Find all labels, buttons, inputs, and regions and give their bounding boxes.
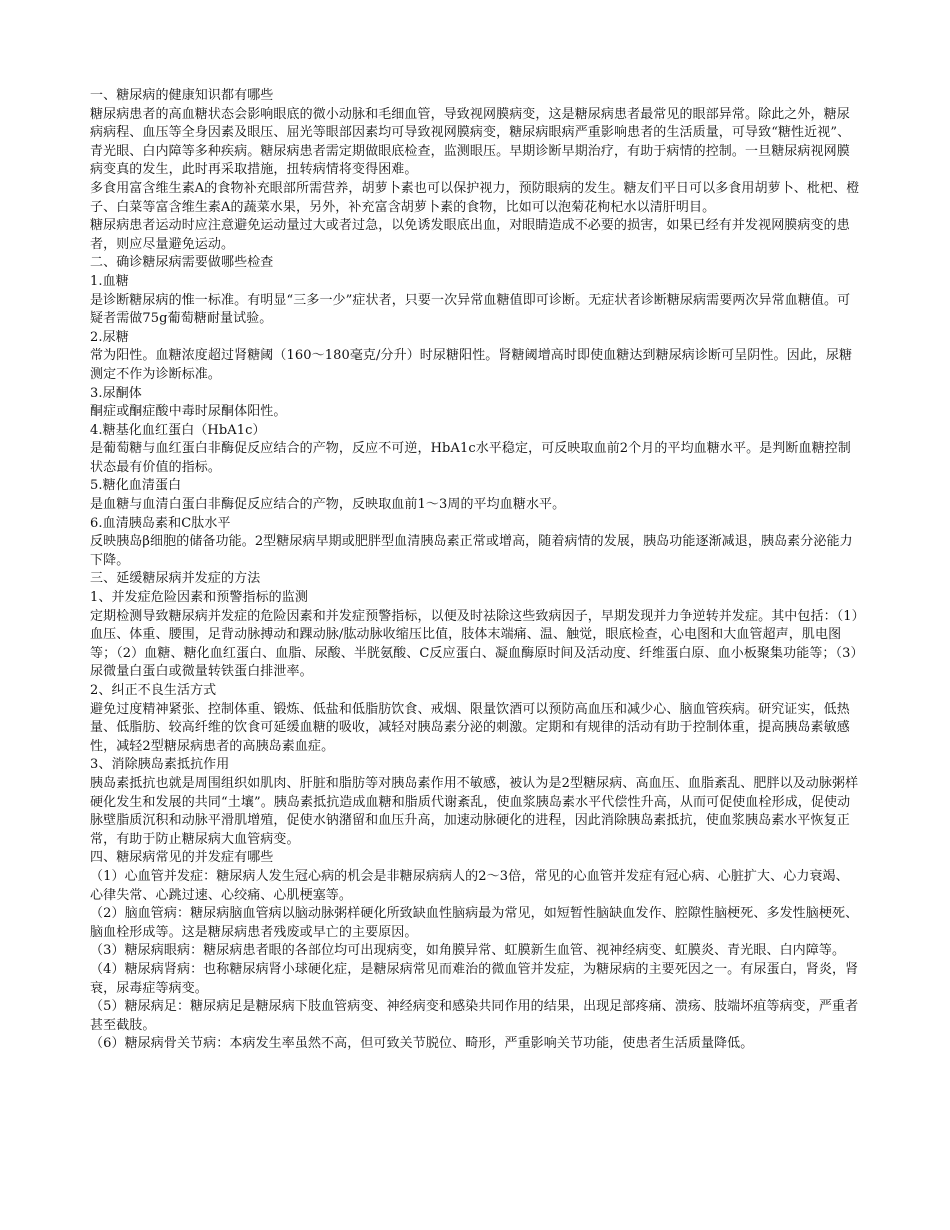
paragraph: 糖尿病患者的高血糖状态会影响眼底的微小动脉和毛细血管，导致视网膜病变，这是糖尿病患者最常见的眼部异常。除此之外，糖尿病病程、血压等全身因素及眼压、屈光等眼部因素均可导致视网膜病变，糖尿病眼病严重影响患者的生活质量，可导致“糖性近视”、青光眼、白内障等多种疾病。糖尿病患者需定期做眼底检查，监测眼压。早期诊断早期治疗，有助于病情的控制。一旦糖尿病视网膜病变真的发生，此时再采取措施，扭转病情将变得困难。 <box>90 106 851 178</box>
list-item: （5）糖尿病足：糖尿病足是糖尿病下肢血管病变、神经病变和感染共同作用的结果，出现足部疼痛、溃疡、肢端坏疽等病变，严重者甚至截肢。 <box>90 999 859 1033</box>
section-heading-1: 一、糖尿病的健康知识都有哪些 <box>90 88 274 103</box>
section-heading-3: 三、延缓糖尿病并发症的方法 <box>90 571 261 587</box>
subheading: 3.尿酮体 <box>90 385 142 401</box>
section-heading-4: 四、糖尿病常见的并发症有哪些 <box>90 850 274 866</box>
paragraph: 多食用富含维生素A的食物补充眼部所需营养，胡萝卜素也可以保护视力，预防眼病的发生。糖友们平日可以多食用胡萝卜、枇杷、橙子、白菜等富含维生素A的蔬菜水果，另外，补充富含胡萝卜素的食物，比如可以泡菊花枸杞水以清肝明目。 <box>90 180 860 215</box>
paragraph: 避免过度精神紧张、控制体重、锻炼、低盐和低脂肪饮食、戒烟、限量饮酒可以预防高血压和减少心、脑血管疾病。研究证实，低热量、低脂肪、较高纤维的饮食可延缓血糖的吸收，减轻对胰岛素分泌的刺激。定期和有规律的活动有助于控制体重，提高胰岛素敏感性，减轻2型糖尿病患者的高胰岛素血症。 <box>90 701 850 754</box>
subheading: 2.尿糖 <box>90 329 129 345</box>
list-item: （4）糖尿病肾病：也称糖尿病肾小球硬化症，是糖尿病常见而难治的微血管并发症，为糖尿病的主要死因之一。有尿蛋白，肾炎，肾衰，尿毒症等病变。 <box>90 961 859 996</box>
paragraph: 是血糖与血清白蛋白非酶促反应结合的产物，反映取血前1～3周的平均血糖水平。 <box>90 497 566 513</box>
paragraph: 定期检测导致糖尿病并发症的危险因素和并发症预警指标，以便及时祛除这些致病因子，早期发现并力争逆转并发症。其中包括：（1）血压、体重、腰围，足背动脉搏动和踝动脉/肱动脉收缩压比值，肢体末端痛、温、触觉，眼底检查，心电图和大血管超声，肌电图等；（2）血糖、糖化血红蛋白、血脂、尿酸、半胱氨酸、C反应蛋白、凝血酶原时间及活动度、纤维蛋白原、血小板聚集功能等；（3）尿微量白蛋白或微量转铁蛋白排泄率。 <box>90 608 859 680</box>
list-item: （1）心血管并发症：糖尿病人发生冠心病的机会是非糖尿病病人的2～3倍，常见的心血管并发症有冠心病、心脏扩大、心力衰竭、心律失常、心跳过速、心绞痛、心肌梗塞等。 <box>90 868 849 903</box>
subheading: 1.血糖 <box>90 273 129 289</box>
subheading: 3、消除胰岛素抵抗作用 <box>90 757 230 773</box>
section-heading-2: 二、确诊糖尿病需要做哪些检查 <box>90 255 274 271</box>
list-item: （2）脑血管病：糖尿病脑血管病以脑动脉粥样硬化所致缺血性脑病最为常见，如短暂性脑缺血发作、腔隙性脑梗死、多发性脑梗死、脑血栓形成等。这是糖尿病患者残废或早亡的主要原因。 <box>90 906 859 940</box>
list-item: （3）糖尿病眼病：糖尿病患者眼的各部位均可出现病变，如角膜异常、虹膜新生血管、视神经病变、虹膜炎、青光眼、白内障等。 <box>90 943 846 959</box>
subheading: 6.血清胰岛素和C肽水平 <box>90 515 231 531</box>
paragraph: 糖尿病患者运动时应注意避免运动量过大或者过急，以免诱发眼底出血，对眼睛造成不必要的损害，如果已经有并发视网膜病变的患者，则应尽量避免运动。 <box>90 218 850 252</box>
paragraph: 常为阳性。血糖浓度超过肾糖阈（160～180毫克/分升）时尿糖阳性。肾糖阈增高时即使血糖达到糖尿病诊断可呈阴性。因此，尿糖测定不作为诊断标准。 <box>90 348 853 382</box>
subheading: 5.糖化血清蛋白 <box>90 478 182 494</box>
list-item: （6）糖尿病骨关节病：本病发生率虽然不高，但可致关节脱位、畸形，严重影响关节功能，使患者生活质量降低。 <box>90 1036 754 1052</box>
subheading: 1、并发症危险因素和预警指标的监测 <box>90 590 308 606</box>
paragraph: 反映胰岛β细胞的储备功能。2型糖尿病早期或肥胖型血清胰岛素正常或增高，随着病情的发展，胰岛功能逐渐减退，胰岛素分泌能力下降。 <box>90 534 853 568</box>
paragraph: 酮症或酮症酸中毒时尿酮体阳性。 <box>90 404 287 420</box>
subheading: 4.糖基化血红蛋白（HbA1c） <box>90 422 266 438</box>
paragraph: 是诊断糖尿病的惟一标准。有明显“三多一少”症状者，只要一次异常血糖值即可诊断。无症状者诊断糖尿病需要两次异常血糖值。可疑者需做75g葡萄糖耐量试验。 <box>90 292 851 327</box>
paragraph: 胰岛素抵抗也就是周围组织如肌肉、肝脏和脂肪等对胰岛素作用不敏感，被认为是2型糖尿病、高血压、血脂紊乱、肥胖以及动脉粥样硬化发生和发展的共同“土壤”。胰岛素抵抗造成血糖和脂质代谢紊乱，使血浆胰岛素水平代偿性升高，从而可促使血栓形成，促使动脉壁脂质沉积和动脉平滑肌增殖，促使水钠潴留和血压升高，加速动脉硬化的进程，因此消除胰岛素抵抗，使血浆胰岛素水平恢复正常，有助于防止糖尿病大血管病变。 <box>90 775 859 847</box>
subheading: 2、纠正不良生活方式 <box>90 683 217 698</box>
paragraph: 是葡萄糖与血红蛋白非酶促反应结合的产物，反应不可逆，HbA1c水平稳定，可反映取血前2个月的平均血糖水平。是判断血糖控制状态最有价值的指标。 <box>90 441 851 475</box>
document-body <box>90 87 860 1054</box>
